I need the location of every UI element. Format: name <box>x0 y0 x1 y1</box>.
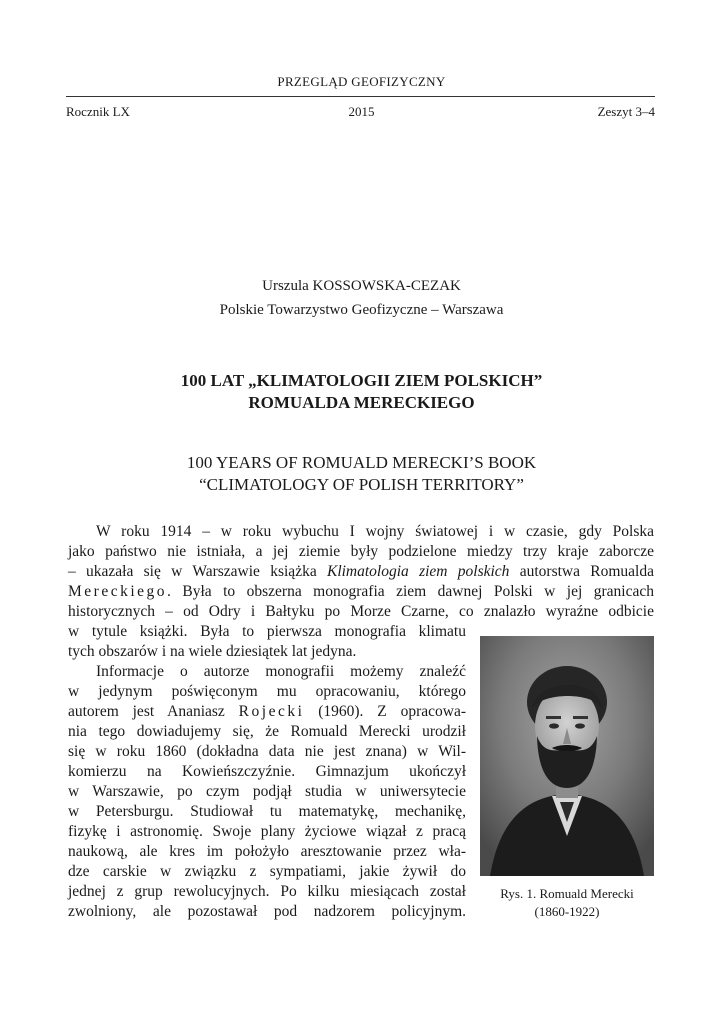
body-line: w Warszawie, po czym podjął studia w uniwersytecie <box>68 783 466 800</box>
portrait-illustration <box>480 636 654 876</box>
body-line: komierzu na Kowieńszczyźnie. Gimnazjum ukończył <box>68 763 466 780</box>
portrait-photo <box>480 636 654 876</box>
title-polish-line2: ROMUALDA MERECKIEGO <box>248 393 475 412</box>
title-english-line1: 100 YEARS OF ROMUALD MERECKI’S BOOK <box>186 453 537 472</box>
body-line: jako państwo nie istniała, a jej ziemie były podzielone miedzy trzy kraje zaborcze <box>68 543 654 560</box>
body-text: . Była to obszerna monografia ziem dawnej Polski w jej granicach <box>167 583 654 600</box>
author-surname-spaced: Mereckiego <box>68 583 168 600</box>
author-name: Urszula KOSSOWSKA-CEZAK <box>262 278 461 294</box>
body-line: jednej z grup rewolucyjnych. Po kilku miesiącach został <box>68 883 466 900</box>
issue-label: Zeszyt 3–4 <box>597 104 655 119</box>
title-english-line2: “CLIMATOLOGY OF POLISH TERRITORY” <box>199 475 524 494</box>
figure-caption: Rys. 1. Romuald Merecki <box>500 886 634 901</box>
figure-caption-dates: (1860-1922) <box>534 904 600 919</box>
year-label: 2015 <box>348 104 375 119</box>
body-line <box>68 582 654 602</box>
body-line: w tytule książki. Była to pierwsza monografia klimatu <box>68 623 466 640</box>
body-text: – ukazała się w Warszawie książka <box>68 563 327 580</box>
body-line: W roku 1914 – w roku wybuchu I wojny światowej i w czasie, gdy Polska <box>96 523 654 540</box>
body-line: historycznych – od Odry i Bałtyku po Morze Czarne, co znalazło wyraźne odbicie <box>68 603 654 620</box>
body-line <box>68 702 466 722</box>
body-line: się w roku 1860 (dokładna data nie jest znana) w Wil- <box>68 743 466 760</box>
author-affiliation: Polskie Towarzystwo Geofizyczne – Warszawa <box>219 302 504 318</box>
body-text: (1960). Z opracowa- <box>304 703 467 720</box>
title-polish-line1: 100 LAT „KLIMATOLOGII ZIEM POLSKICH” <box>180 371 543 390</box>
body-line: w jedynym poświęconym mu opracowaniu, którego <box>68 683 466 700</box>
body-line: tych obszarów i na wiele dziesiątek lat jedyna. <box>68 643 357 660</box>
volume-label: Rocznik LX <box>66 104 130 119</box>
body-line: Informacje o autorze monografii możemy znaleźć <box>96 663 466 680</box>
body-line: naukową, ale kres im położyło aresztowanie przez wła- <box>68 843 466 860</box>
title-polish <box>0 370 723 414</box>
body-text: autorem jest Ananiasz <box>68 703 239 720</box>
body-line: fizykę i astronomię. Swoje plany życiowe wiązał z pracą <box>68 823 466 840</box>
title-english <box>0 452 723 496</box>
body-text: autorstwa Romualda <box>509 563 654 580</box>
body-line: nia tego dowiadujemy się, że Romuald Merecki urodził <box>68 723 466 740</box>
book-title-italic: Klimatologia ziem polskich <box>326 563 510 580</box>
cited-author-spaced: Rojecki <box>238 703 305 720</box>
body-line: zwolniony, ale pozostawał pod nadzorem policyjnym. <box>68 903 466 920</box>
journal-title: PRZEGLĄD GEOFIZYCZNY <box>277 74 446 89</box>
body-line: dze carskie w związku z sympatiami, jakie żywił do <box>68 863 466 880</box>
body-line: w Petersburgu. Studiował tu matematykę, mechanikę, <box>68 803 466 820</box>
header-rule <box>66 96 655 97</box>
body-line <box>68 562 654 582</box>
